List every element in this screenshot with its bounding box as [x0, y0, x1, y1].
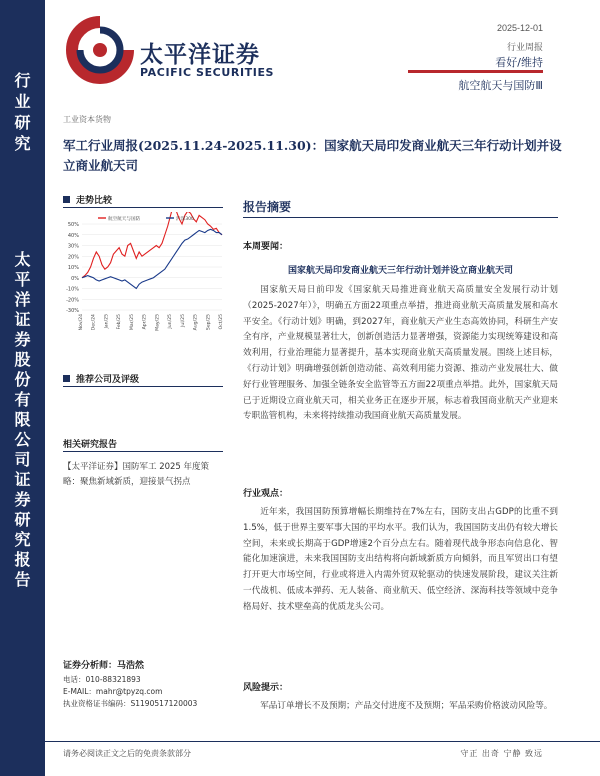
brand-name-cn: 太平洋证券 [140, 42, 260, 68]
analyst-email[interactable]: E-MAIL：mahr@tpyzq.com [63, 687, 163, 696]
risk-paragraph: 军品订单增长不及预期；产品交付进度不及预期；军品采购价格波动风险等。 [260, 701, 553, 711]
analyst-phone: 电话：010-88321893 [63, 675, 141, 684]
news-highlight: 国家航天局印发商业航天三年行动计划并设立商业航天司 [287, 266, 513, 276]
y-tick-label: -30% [66, 308, 79, 314]
y-tick-label: -20% [66, 297, 79, 304]
band-label-research: 行 业 研 究 [14, 71, 31, 153]
related-report-link[interactable]: 【太平洋证券】国防军工 2025 年度策略：聚焦新域新质，迎接景气拐点 [63, 462, 210, 487]
x-tick-label: Jul/25 [180, 314, 186, 327]
header-accent-rule [408, 70, 543, 73]
news-paragraph: 国家航天局日前印发《国家航天局推进商业航天高质量安全发展行动计划（2025-2027年）》，明确五方面22项重点举措，推进商业航天高质量发展和高水平安全。《行动计划》明确，到2027年，商业航天产业生态高效协同，科研生产安全有序，产业规模显著壮大，创新创造活力显著增强，资源能力实现统筹建设和高效利用，行业治理能力显著提升，基本实现商业航天高质量发展。围绕上述目标，《行动计划》明确增强创新创造动能、高效利用能力资源、推动产业发展壮大、做好行业管理服务、加强全链条安全监管等五方面22项重点举措。此外，国家航天局已于近期设立商业航天司，相关业务正在逐步开展，标志着我国商业航天产业迎来专职监管机构，未来将持续推动我国商业航天高质量发展。 [243, 285, 558, 422]
analyst-name: 证券分析师：马浩然 [63, 661, 145, 671]
legend-label-0: 航空航天与国防 [108, 217, 141, 222]
trend-chart [58, 212, 228, 342]
y-tick-label: 0% [71, 275, 79, 282]
disclaimer-note: 请务必阅读正文之后的免责条款部分 [63, 749, 191, 758]
x-tick-label: Jun/25 [168, 314, 174, 329]
view-heading: 行业观点： [243, 489, 289, 499]
x-tick-label: Jan/25 [104, 314, 110, 329]
x-tick-label: Feb/25 [117, 314, 123, 330]
trend-rule [63, 207, 223, 208]
news-heading: 本周要闻： [243, 242, 289, 252]
related-rule [63, 451, 223, 452]
x-tick-label: Oct/25 [219, 314, 224, 330]
recommend-rule [63, 386, 223, 387]
footer-rule [45, 741, 600, 742]
summary-title: 报告摘要 [243, 200, 292, 214]
rating: 看好/维持 [495, 56, 543, 69]
sector: 航空航天与国防Ⅲ [458, 79, 543, 92]
legend-label-1: 沪深300 [176, 217, 194, 222]
x-tick-label: Mar/25 [129, 314, 135, 331]
x-tick-label: Nov/24 [79, 314, 84, 331]
y-tick-label: 20% [67, 254, 79, 261]
recommend-heading-label: 推荐公司及评级 [76, 375, 140, 385]
trend-heading-label: 走势比较 [76, 196, 113, 206]
summary-rule [243, 217, 558, 218]
report-title: 军工行业周报(2025.11.24-2025.11.30)：国家航天局印发商业航天三年行动计划并设立商业航天司 [63, 138, 562, 173]
y-tick-label: 50% [67, 222, 79, 228]
report-date: 2025-12-01 [496, 23, 543, 33]
report-type: 行业周报 [506, 43, 543, 53]
y-tick-label: 30% [67, 243, 79, 250]
analyst-info [63, 658, 233, 710]
x-tick-label: Aug/25 [193, 314, 199, 331]
company-motto: 守正 出奇 宁静 致远 [460, 749, 543, 758]
brand-name-en: PACIFIC SECURITIES [140, 66, 275, 79]
band-label-company: 太 平 洋 证 券 股 份 有 限 公 司 证 券 研 究 报 告 [14, 250, 31, 589]
x-tick-label: Sep/25 [206, 314, 212, 331]
y-tick-label: 40% [67, 232, 79, 239]
series-line-1 [82, 229, 222, 288]
pacific-logo-icon [60, 14, 140, 84]
y-tick-label: -10% [66, 286, 79, 293]
category: 工业资本货物 [63, 115, 111, 124]
section-marker-icon [63, 375, 70, 382]
section-marker-icon [63, 196, 70, 203]
view-paragraph: 近年来，我国国防预算增幅长期维持在7%左右，国防支出占GDP的比重不到1.5%，低于世界主要军事大国的平均水平。我们认为，我国国防支出仍有较大增长空间，未来或长期高于GDP增速2个百分点左右。随着现代战争形态向信息化、智能化加速演进，未来我国国防支出结构将向新域新质方向倾斜，而且军贸出口有望打开更大市场空间，行业或将进入内需外贸双轮驱动的快速发展阶段，建议关注新一代战机、低成本弹药、无人装备、商业航天、低空经济、深海科技等领域中竞争格局好、技术壁垒高的优质龙头公司。 [243, 507, 558, 612]
x-tick-label: May/25 [155, 314, 161, 331]
analyst-license: 执业资格证书编码：S1190517120003 [63, 699, 198, 708]
y-tick-label: 10% [67, 265, 79, 271]
related-heading: 相关研究报告 [63, 440, 118, 450]
series-line-0 [82, 212, 222, 278]
recommend-heading [63, 372, 139, 385]
trend-heading [63, 193, 112, 206]
x-tick-label: Dec/24 [91, 314, 97, 331]
risk-heading: 风险提示： [243, 683, 289, 693]
x-tick-label: Apr/25 [142, 314, 148, 330]
